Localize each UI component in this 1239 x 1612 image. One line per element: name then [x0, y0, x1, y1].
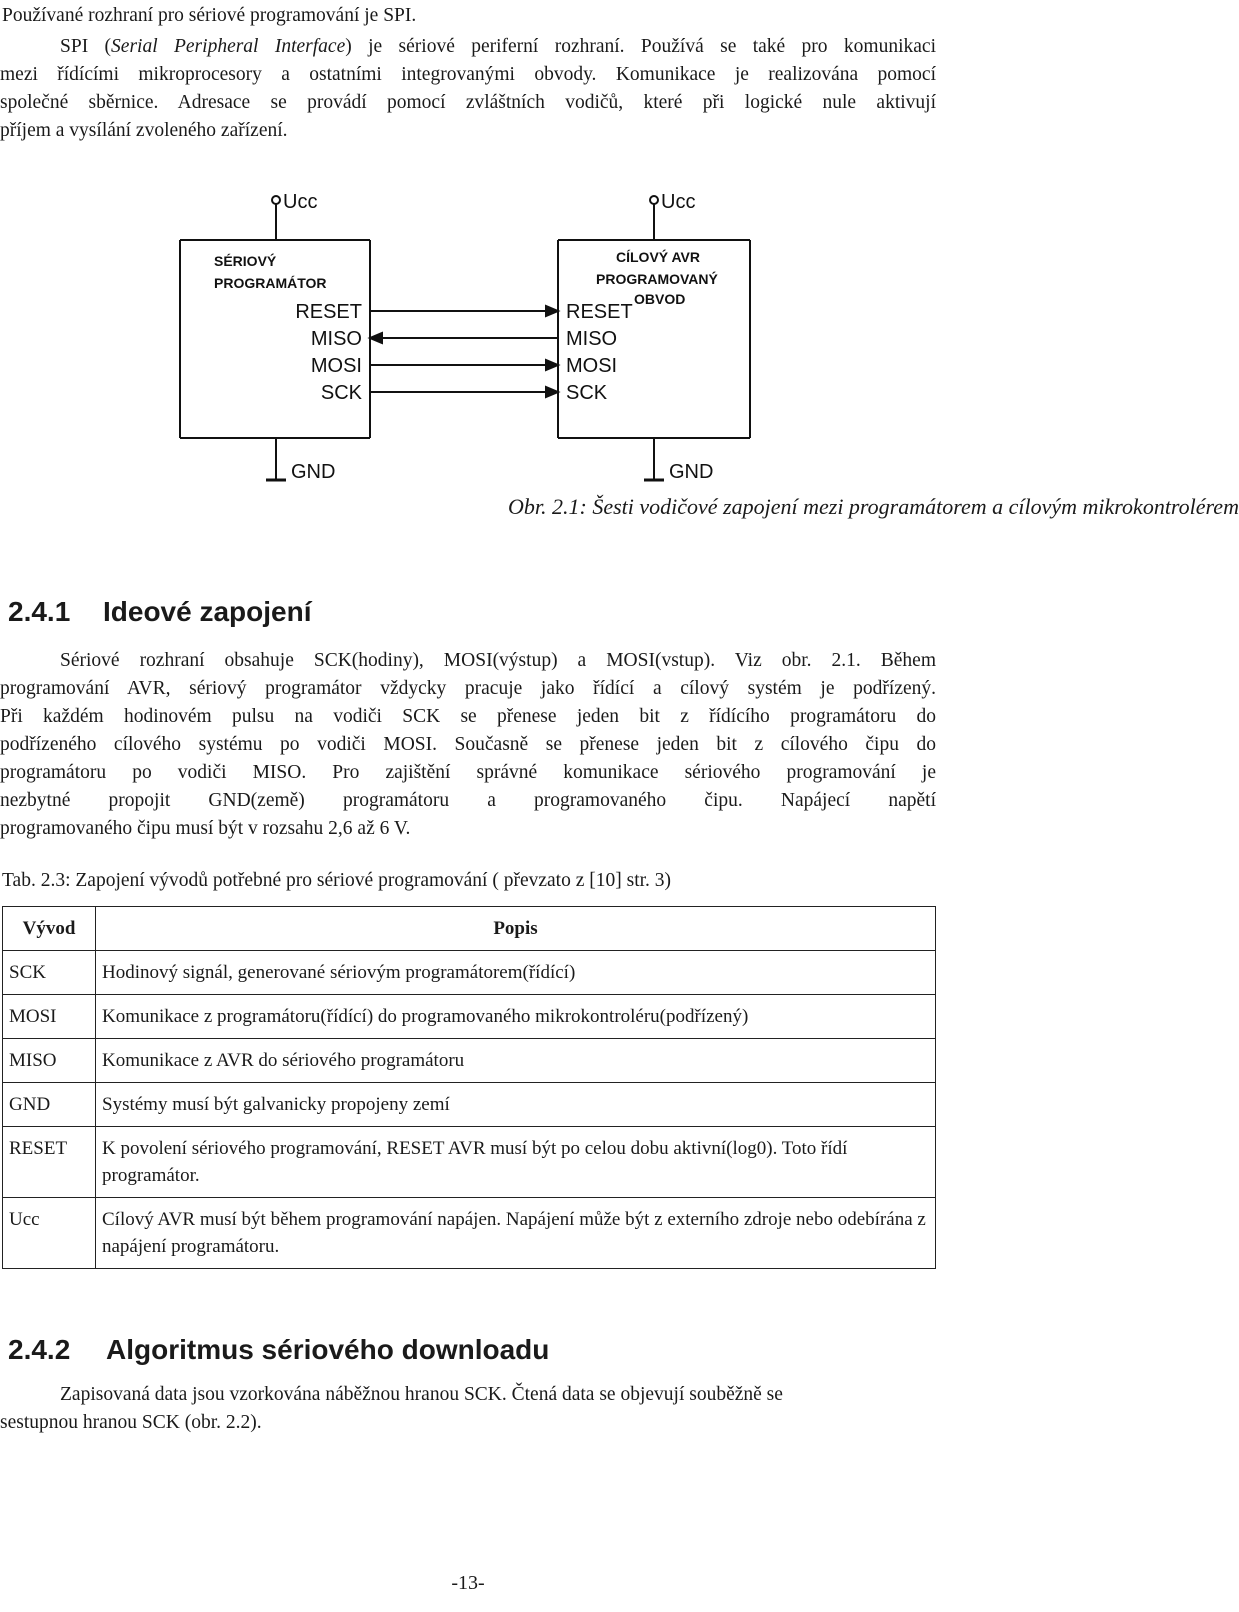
- section-241-line-4: podřízeného cílového systému po vodiči MOSI. Současně se přenese jeden bit z cílového čipu do: [0, 734, 936, 755]
- section-241-line-2: programování AVR, sériový programátor vždycky pracuje jako řídící a cílový systém je podřízený.: [0, 678, 936, 699]
- table-cell-desc: Hodinový signál, generované sériovým programátorem(řídící): [96, 951, 936, 995]
- section-241-line-6: nezbytné propojit GND(země) programátoru a programovaného čipu. Napájecí napětí: [0, 790, 936, 811]
- section-242-line-1: Zapisovaná data jsou vzorkována náběžnou hranou SCK. Čtená data se objevují souběžně se: [60, 1384, 783, 1405]
- table-cell-desc: Komunikace z programátoru(řídící) do programovaného mikrokontroléru(podřízený): [96, 995, 936, 1039]
- left-gnd-symbol: [266, 438, 286, 480]
- wire-mosi: [370, 360, 558, 370]
- wire-miso: [370, 333, 558, 343]
- table-cell-pin: GND: [3, 1083, 96, 1127]
- table-cell-desc: Systémy musí být galvanicky propojeny zemí: [96, 1083, 936, 1127]
- right-gnd-symbol: [644, 438, 664, 480]
- table-header-desc: Popis: [96, 907, 936, 951]
- spi-paragraph-line-4: příjem a vysílání zvoleného zařízení.: [0, 120, 288, 141]
- table-cell-desc: Komunikace z AVR do sériového programátoru: [96, 1039, 936, 1083]
- programmer-pin-mosi: MOSI: [310, 355, 362, 377]
- target-pin-sck: SCK: [566, 382, 608, 404]
- target-title-1: CÍLOVÝ AVR: [616, 249, 701, 265]
- target-pin-mosi: MOSI: [566, 355, 618, 377]
- programmer-title-1: SÉRIOVÝ: [214, 253, 277, 269]
- left-ucc-label: Ucc: [283, 191, 318, 213]
- table-header-row: [3, 907, 936, 951]
- target-pin-reset: RESET: [566, 301, 633, 323]
- spi-paragraph-line-1: SPI (Serial Peripheral Interface) je sériové periferní rozhraní. Používá se také pro komunikaci: [60, 36, 936, 57]
- section-242-number: 2.4.2: [8, 1334, 71, 1365]
- figure-caption: Obr. 2.1: Šesti vodičové zapojení mezi programátorem a cílovým mikrokontrolérem: [508, 494, 1239, 519]
- programmer-pin-reset: RESET: [295, 301, 362, 323]
- table-row: [3, 1083, 936, 1127]
- section-241-line-3: Při každém hodinovém pulsu na vodiči SCK se přenese jeden bit z řídícího programátoru do: [0, 706, 936, 727]
- table-cell-pin: MISO: [3, 1039, 96, 1083]
- table-header-pin: Vývod: [3, 907, 96, 951]
- pin-table: [2, 906, 936, 1269]
- table-row: [3, 995, 936, 1039]
- table-row: [3, 951, 936, 995]
- programmer-pin-sck: SCK: [320, 382, 362, 404]
- table-cell-pin: MOSI: [3, 995, 96, 1039]
- wire-reset: [370, 306, 558, 316]
- wire-sck: [370, 387, 558, 397]
- section-241-number: 2.4.1: [8, 596, 71, 627]
- programmer-pin-miso: MISO: [310, 328, 362, 350]
- table-cell-pin: RESET: [3, 1127, 96, 1198]
- programmer-title-2: PROGRAMÁTOR: [214, 275, 327, 291]
- table-cell-desc: Cílový AVR musí být během programování napájen. Napájení může být z externího zdroje nebo odebírána z napájení programátoru.: [96, 1198, 936, 1269]
- section-241-line-1: Sériové rozhraní obsahuje SCK(hodiny), MOSI(výstup) a MOSI(vstup). Viz obr. 2.1. Během: [60, 650, 936, 671]
- left-gnd-label: GND: [291, 461, 336, 483]
- right-ucc-label: Ucc: [661, 191, 696, 213]
- table-row: [3, 1198, 936, 1269]
- section-241-line-7: programovaného čipu musí být v rozsahu 2,6 až 6 V.: [0, 818, 411, 839]
- section-242-line-2: sestupnou hranou SCK (obr. 2.2).: [0, 1412, 262, 1433]
- table-cell-pin: SCK: [3, 951, 96, 995]
- target-pin-miso: MISO: [566, 328, 618, 350]
- section-241-title: Ideové zapojení: [103, 596, 312, 627]
- left-ucc-terminal: [272, 196, 280, 240]
- target-title-2: PROGRAMOVANÝ: [596, 271, 718, 287]
- table-cell-pin: Ucc: [3, 1198, 96, 1269]
- right-ucc-terminal: [650, 196, 658, 240]
- right-gnd-label: GND: [669, 461, 714, 483]
- table-cell-desc: K povolení sériového programování, RESET AVR musí být po celou dobu aktivní(log0). Toto řídí programátor.: [96, 1127, 936, 1198]
- spi-paragraph-line-3: společné sběrnice. Adresace se provádí pomocí zvláštních vodičů, které při logické nule aktivují: [0, 92, 936, 113]
- spi-paragraph-line-2: mezi řídícími mikroprocesory a ostatními integrovanými obvody. Komunikace je realizována pomocí: [0, 64, 936, 85]
- section-242-title: Algoritmus sériového downloadu: [106, 1334, 550, 1365]
- target-title-3: OBVOD: [634, 291, 686, 307]
- table-row: [3, 1127, 936, 1198]
- intro-line: Používané rozhraní pro sériové programování je SPI.: [2, 5, 417, 26]
- table-row: [3, 1039, 936, 1083]
- section-241-line-5: programátoru po vodiči MISO. Pro zajištění správné komunikace sériového programování je: [0, 762, 936, 783]
- page-number: -13-: [451, 1572, 485, 1594]
- spi-wiring-diagram: [0, 180, 960, 490]
- table-caption: Tab. 2.3: Zapojení vývodů potřebné pro sériové programování ( převzato z [10] str. 3): [2, 870, 672, 891]
